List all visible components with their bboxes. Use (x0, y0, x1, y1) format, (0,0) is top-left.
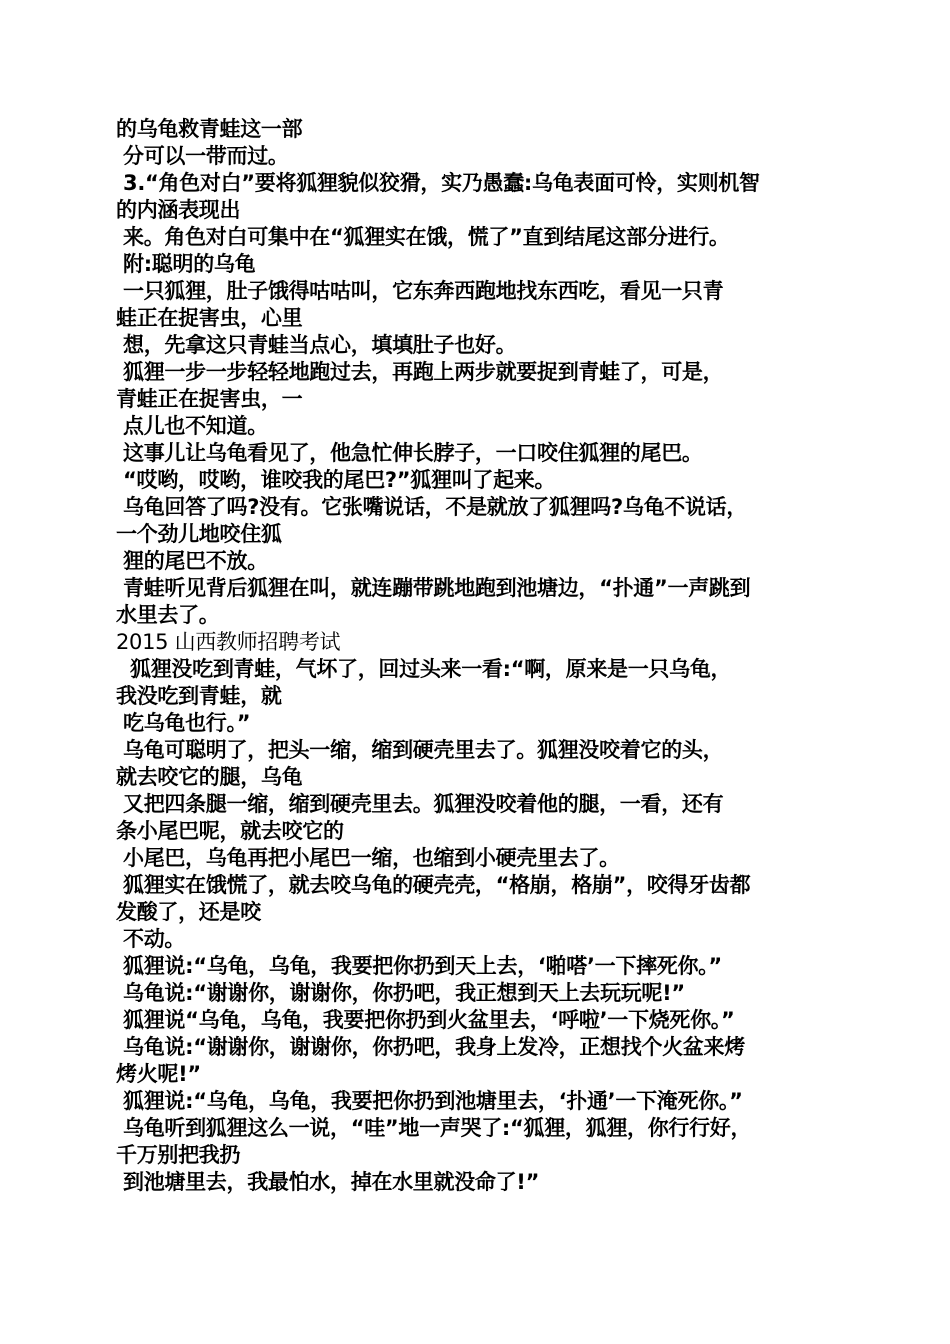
text-line: 小尾巴，乌龟再把小尾巴一缩，也缩到小硬壳里去了。 (116, 846, 620, 870)
text-line: 来。角色对白可集中在“狐狸实在饿，慌了”直到结尾这部分进行。 (116, 225, 730, 249)
text-line: 狐狸一步一步轻轻地跑过去，再跑上两步就要捉到青蛙了，可是， (116, 360, 724, 384)
text-line: 千万别把我扔 (116, 1143, 241, 1167)
text-line: 蛙正在捉害虫，心里 (116, 306, 303, 330)
text-line: 又把四条腿一缩，缩到硬壳里去。狐狸没咬着他的腿，一看，还有 (116, 792, 724, 816)
text-line: 青蛙听见背后狐狸在叫，就连蹦带跳地跑到池塘边，“扑通”一声跳到 (116, 576, 751, 600)
text-line: 狐狸没吃到青蛙，气坏了，回过头来一看:“啊，原来是一只乌龟， (116, 657, 732, 681)
text-line: 我没吃到青蛙，就 (116, 684, 282, 708)
text-line: 吃乌龟也行。” (116, 711, 251, 735)
text-line: 就去咬它的腿，乌龟 (116, 765, 303, 789)
text-line: 乌龟回答了吗?没有。它张嘴说话，不是就放了狐狸吗?乌龟不说话， (116, 495, 748, 519)
text-line: 附:聪明的乌龟 (116, 252, 256, 276)
text-line: 这事儿让乌龟看见了，他急忙伸长脖子，一口咬住狐狸的尾巴。 (116, 441, 703, 465)
document-body (116, 116, 838, 1196)
text-line: 烤火呢!” (116, 1062, 201, 1086)
text-line: 乌龟说:“谢谢你，谢谢你，你扔吧，我正想到天上去玩玩呢!” (116, 981, 685, 1005)
text-line: 点儿也不知道。 (116, 414, 268, 438)
text-line: 不动。 (116, 927, 186, 951)
text-line: 3.“角色对白”要将狐狸貌似狡猾，实乃愚蠢:乌龟表面可怜，实则机智 (116, 171, 760, 195)
text-line: 想，先拿这只青蛙当点心，填填肚子也好。 (116, 333, 517, 357)
text-line: 狐狸说:“乌龟，乌龟，我要把你扔到天上去，‘啪嗒’一下摔死你。” (116, 954, 722, 978)
text-line: 条小尾巴呢，就去咬它的 (116, 819, 344, 843)
text-line: 到池塘里去，我最怕水，掉在水里就没命了!” (116, 1170, 540, 1194)
text-line: 乌龟说:“谢谢你，谢谢你，你扔吧，我身上发冷，正想找个火盆来烤 (116, 1035, 745, 1059)
text-line: 乌龟可聪明了，把头一缩，缩到硬壳里去了。狐狸没咬着它的头， (116, 738, 724, 762)
text-line: 的乌龟救青蛙这一部 (116, 117, 303, 141)
text-line: 发酸了，还是咬 (116, 900, 261, 924)
text-line: “哎哟，哎哟，谁咬我的尾巴?”狐狸叫了起来。 (116, 468, 556, 492)
text-line: 狐狸实在饿慌了，就去咬乌龟的硬壳壳，“格崩，格崩”，咬得牙齿都 (116, 873, 751, 897)
text-line: 一只狐狸，肚子饿得咕咕叫，它东奔西跑地找东西吃，看见一只青 (116, 279, 724, 303)
text-line: 狐狸说:“乌龟，乌龟，我要把你扔到池塘里去，‘扑通’一下淹死你。” (116, 1089, 743, 1113)
text-line: 的内涵表现出 (116, 198, 241, 222)
text-line: 分可以一带而过。 (116, 144, 289, 168)
text-line: 狐狸说“乌龟，乌龟，我要把你扔到火盆里去，‘呼啦’一下烧死你。” (116, 1008, 735, 1032)
text-line: 狸的尾巴不放。 (116, 549, 268, 573)
text-line: 乌龟听到狐狸这么一说，“哇”地一声哭了:“狐狸，狐狸，你行行好， (116, 1116, 752, 1140)
text-line: 青蛙正在捉害虫，一 (116, 387, 303, 411)
text-line: 水里去了。 (116, 603, 220, 627)
section-heading: 2015 山西教师招聘考试 (116, 630, 341, 654)
text-line: 一个劲儿地咬住狐 (116, 522, 282, 546)
